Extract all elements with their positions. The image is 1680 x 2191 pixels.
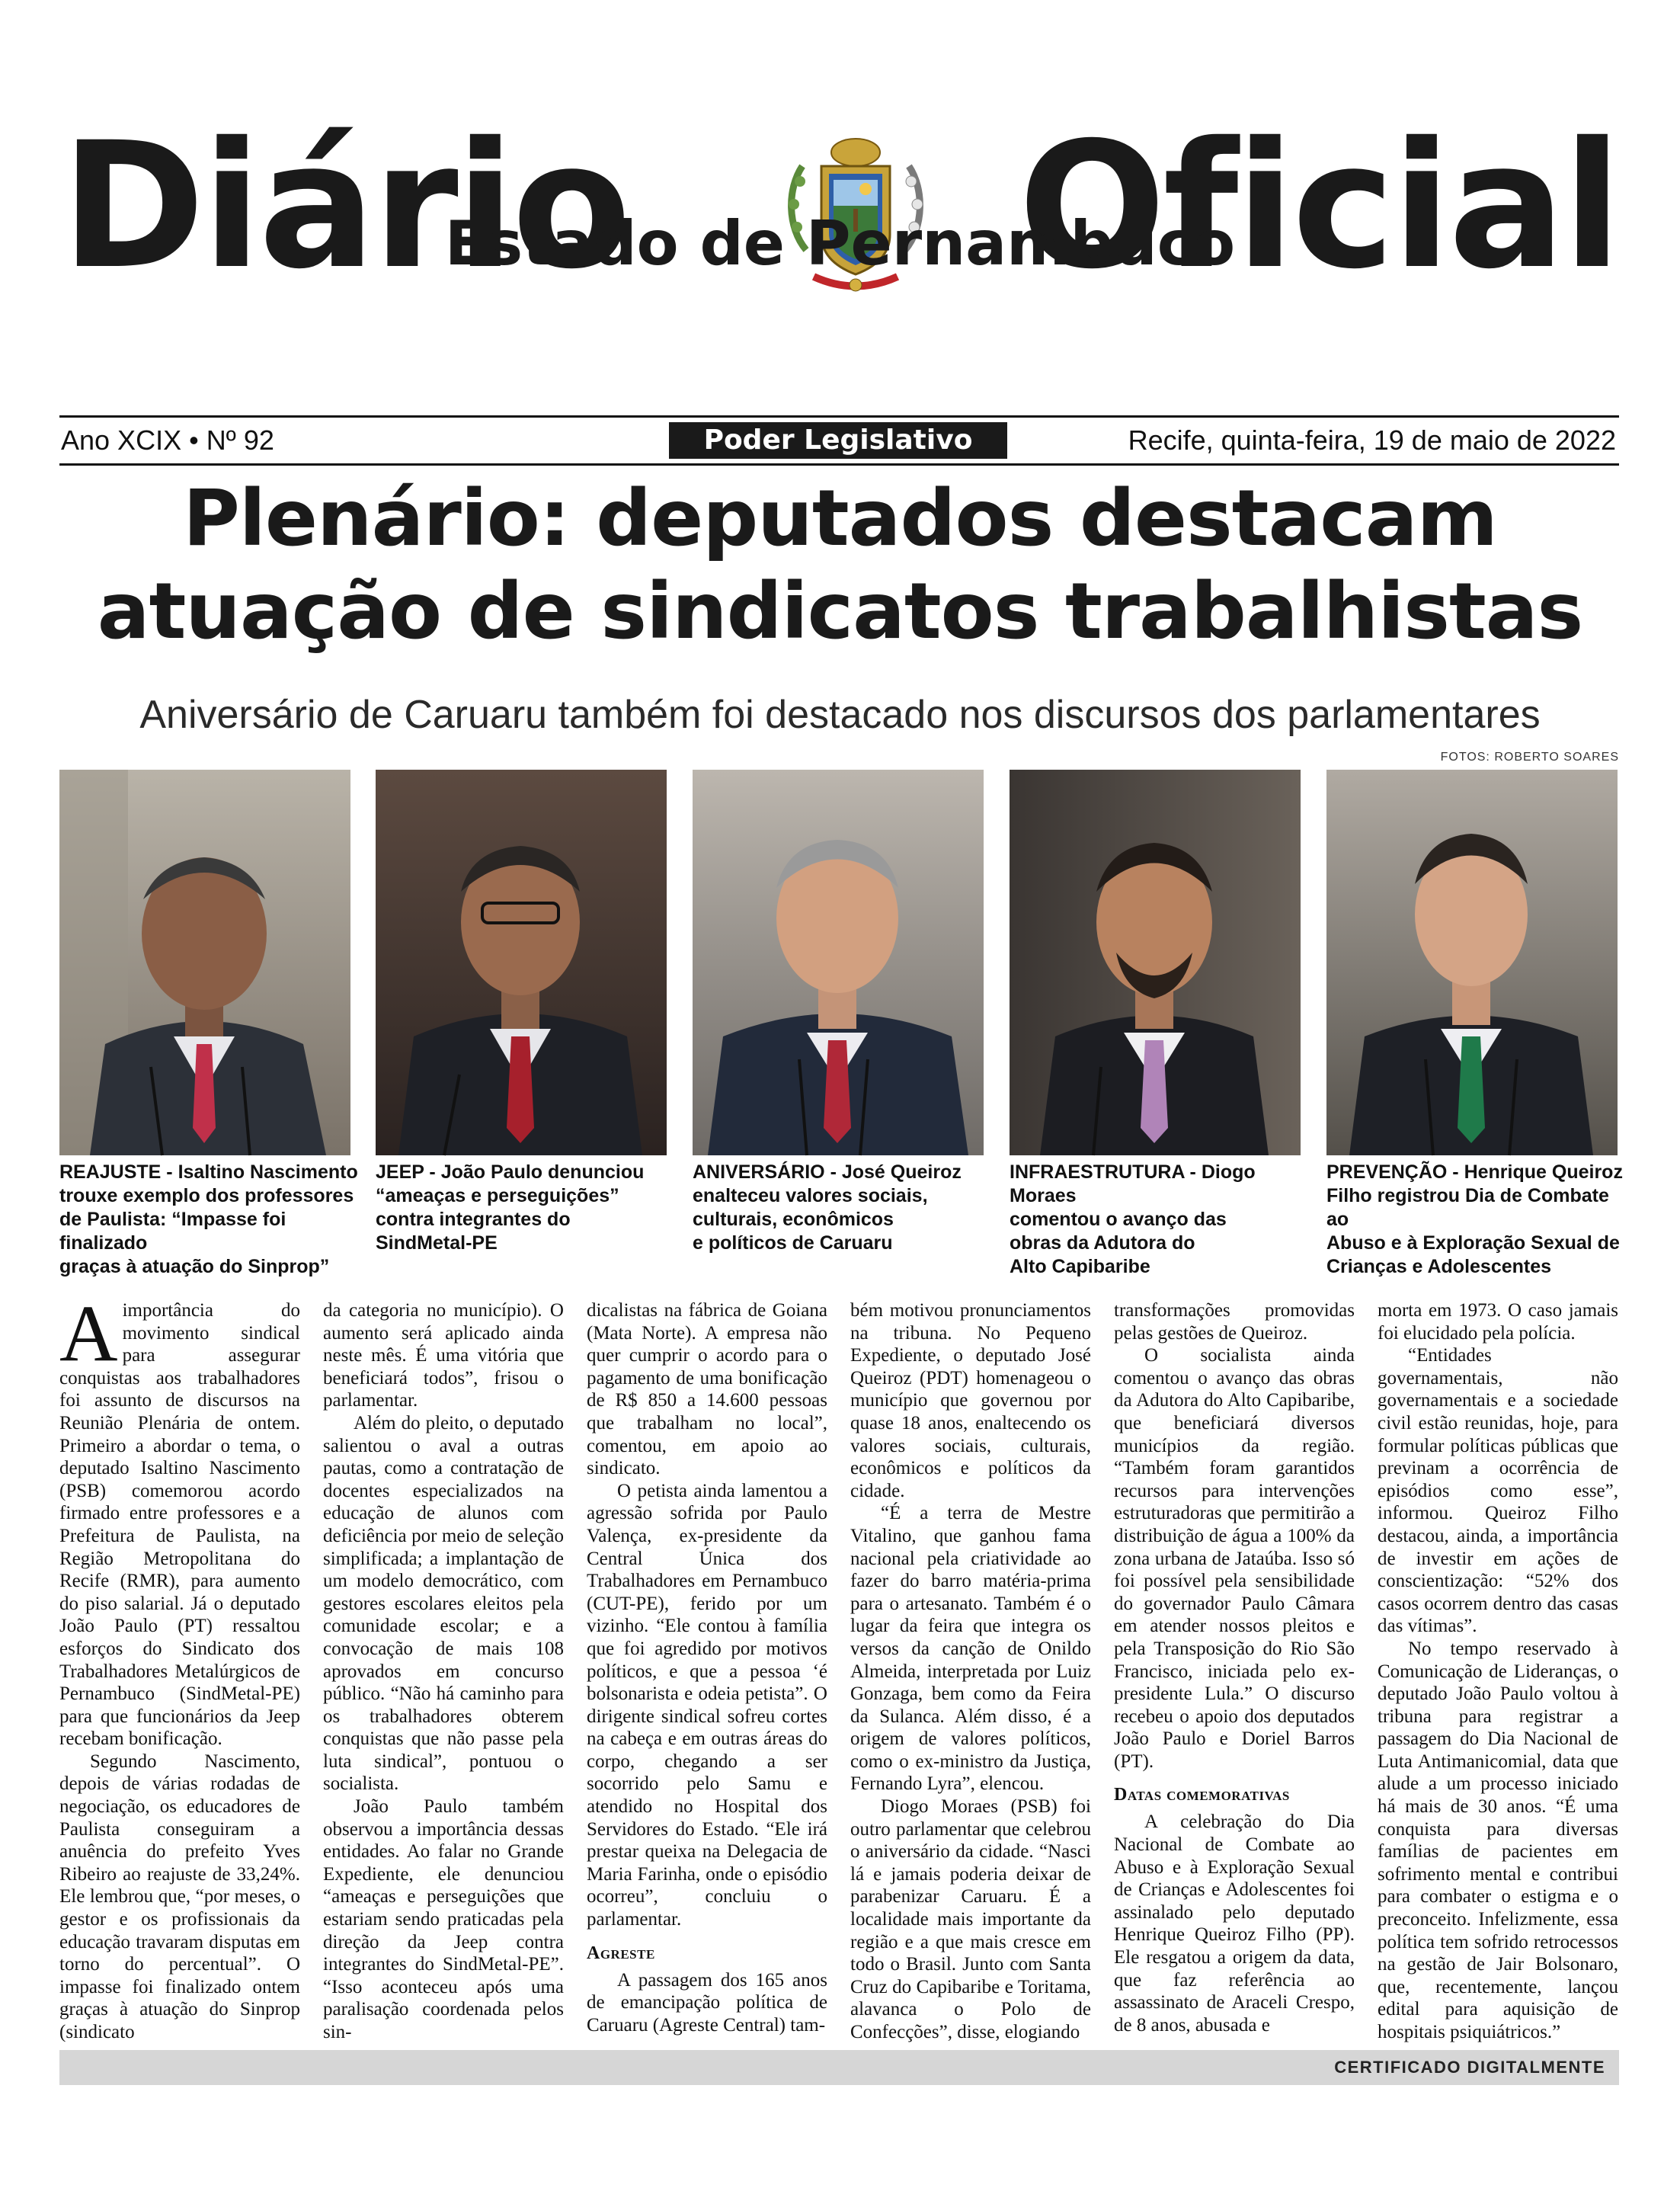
article-column-5 <box>1114 1299 1355 2036</box>
paragraph-text: importância do movimento sindical para assegurar conquistas aos trabalhadores foi assunto de discursos na Reunião Plenária de ontem. Primeiro a abordar o tema, o deputado Isaltino Nascimento (PSB) comemorou acordo firmado entre professores e a Prefeitura de Paulista, na Região Metropolitana do Recife (RMR), para aumento do piso salarial. Já o deputado João Paulo (PT) ressaltou esforços do Sindicato dos Trabalhadores Metalúrgicos de Pernambuco (SindMetal-PE) para que funcionários da Jeep recebam bonificação. <box>59 1300 300 1750</box>
headline-line-1: Plenário: deputados destacam <box>183 473 1497 564</box>
article-paragraph: transformações promovidas pelas gestões de Queiroz. <box>1114 1300 1355 1344</box>
article-paragraph: João Paulo também observou a importância dessas entidades. Ao falar no Grande Expediente, ele denunciou “ameaças e perseguições que estariam sendo praticadas pela direção da Jeep contra integrantes do SindMetal-PE”. “Isso aconteceu após uma paralisação coordenada pelos sin- <box>323 1796 564 2042</box>
caption-line: Filho registrou Dia de Combate ao <box>1326 1185 1609 1230</box>
info-bar <box>59 421 1619 460</box>
caption-line: comentou o avanço das <box>1010 1209 1227 1230</box>
caption-infraestrutura <box>1010 1161 1308 1279</box>
article-column-2 <box>323 1299 564 2042</box>
article-paragraph: morta em 1973. O caso jamais foi elucidado pela polícia. <box>1378 1300 1618 1344</box>
caption-line: contra integrantes do <box>376 1209 571 1230</box>
photo-jose-queiroz <box>693 770 984 1155</box>
photo-isaltino-nascimento <box>59 770 350 1155</box>
headline-deck: Aniversário de Caruaru também foi destacado nos discursos dos parlamentares <box>139 693 1541 737</box>
subhead-agreste: Agreste <box>587 1943 655 1963</box>
caption-line: REAJUSTE - Isaltino Nascimento <box>59 1161 358 1183</box>
caption-line: Alto Capibaribe <box>1010 1256 1150 1277</box>
caption-line: “ameaças e perseguições” <box>376 1185 619 1206</box>
article-paragraph: da categoria no município). O aumento será aplicado ainda neste mês. É uma vitória que beneficiará todos”, frisou o parlamentar. <box>323 1300 564 1411</box>
photo-joao-paulo <box>376 770 667 1155</box>
caption-aniversario <box>693 1161 991 1255</box>
article-paragraph: O socialista ainda comentou o avanço das obras da Adutora do Alto Capibaribe, que beneficiará diversos municípios da região. “Também foram garantidos recursos para intervenções estruturadoras que permitirão a distribuição de água a 100% da zona urbana de Jataúba. Isso só foi possível pela sensibilidade do governador Paulo Câmara em atender nossos pleitos e pela Transposição do Rio São Francisco, iniciada pelo ex-presidente Lula.” O discurso recebeu o apoio dos deputados João Paulo e Doriel Barros (PT). <box>1114 1345 1355 1772</box>
headline <box>46 472 1634 658</box>
top-rule <box>59 415 1619 418</box>
caption-prevencao <box>1326 1161 1625 1279</box>
article-paragraph: No tempo reservado à Comunicação de Lideranças, o deputado João Paulo voltou à tribuna para registrar a passagem do Dia Nacional de Luta Antimanicomial, data que alude a um processo iniciado há mais de 30 anos. “É uma conquista para diversas famílias de pacientes em sofrimento mental e contribui para combater o estigma e o preconceito. Infelizmente, essa política tem sofrido retrocessos na gestão de Jair Bolsonaro, que, recentemente, lançou edital para aquisição de hospitais psiquiátricos.” <box>1378 1638 1618 2042</box>
subhead-datas-comemorativas: Datas comemorativas <box>1114 1785 1290 1805</box>
caption-line: e políticos de Caruaru <box>693 1232 893 1254</box>
article-column-3 <box>587 1299 827 2036</box>
caption-line: de Paulista: “Impasse foi finalizado <box>59 1209 286 1254</box>
article-column-4 <box>850 1299 1091 2042</box>
caption-line: enalteceu valores sociais, <box>693 1185 928 1206</box>
masthead-title-right: Oficial <box>1018 104 1619 307</box>
article-column-6 <box>1378 1299 1618 2042</box>
caption-line: JEEP - João Paulo denunciou <box>376 1161 645 1183</box>
caption-line: PREVENÇÃO - Henrique Queiroz <box>1326 1161 1623 1183</box>
masthead-subtitle: Estado de Pernambuco <box>444 208 1236 279</box>
section-badge: Poder Legislativo <box>669 422 1007 459</box>
caption-line: graças à atuação do Sinprop” <box>59 1256 330 1277</box>
article-paragraph: A celebração do Dia Nacional de Combate ao Abuso e à Exploração Sexual de Crianças e Adolescentes foi assinalado pelo deputado Henrique Queiroz Filho (PP). Ele resgatou a origem da data, que faz referência ao assassinato de Araceli Crespo, de 8 anos, abusada e <box>1114 1811 1355 2036</box>
article-paragraph <box>59 1289 300 1751</box>
caption-line: ANIVERSÁRIO - José Queiroz <box>693 1161 962 1183</box>
edition-date: Recife, quinta-feira, 19 de maio de 2022 <box>1128 424 1616 456</box>
digital-certificate-label: CERTIFICADO DIGITALMENTE <box>1334 2058 1605 2077</box>
photo-henrique-queiroz-filho <box>1326 770 1618 1155</box>
caption-jeep <box>376 1161 674 1255</box>
caption-line: INFRAESTRUTURA - Diogo Moraes <box>1010 1161 1256 1206</box>
article-paragraph: Além do pleito, o deputado salientou o aval a outras pautas, como a contratação de docentes especializados na educação de alunos com deficiência por meio de seleção simplificada; a implantação de um modelo democrático, com gestores escolares eleitos pela comunidade escolar; e a convocação de mais 108 aprovados em concurso público. “Não há caminho para os trabalhadores obterem conquistas que não passe pela luta sindical”, pontuou o socialista. <box>323 1412 564 1795</box>
bottom-rule <box>59 463 1619 466</box>
photo-diogo-moraes <box>1010 770 1301 1155</box>
caption-line: Abuso e à Exploração Sexual de <box>1326 1232 1620 1254</box>
caption-line: obras da Adutora do <box>1010 1232 1195 1254</box>
headline-line-2: atuação de sindicatos trabalhistas <box>97 566 1583 657</box>
photo-credit: FOTOS: ROBERTO SOARES <box>1440 751 1619 764</box>
masthead-title-left: Diário <box>61 104 629 307</box>
article-paragraph: Segundo Nascimento, depois de várias rodadas de negociação, os educadores de Paulista conseguiram a anuência do prefeito Yves Ribeiro ao reajuste de 33,24%. Ele lembrou que, “por meses, o gestor e os profissionais da educação travaram disputas em torno do percentual”. O impasse foi finalizado ontem graças à atuação do Sinprop (sindicato <box>59 1751 300 2042</box>
article-paragraph: “Entidades governamentais, não governamentais e a sociedade civil estão reunidas, hoje, para formular políticas públicas que previnam a ocorrência de episódios como esse”, informou. Queiroz Filho destacou, ainda, a importância de investir em ações de conscientização: “52% dos casos ocorrem dentro das casas das vítimas”. <box>1378 1345 1618 1637</box>
caption-line: trouxe exemplo dos professores <box>59 1185 354 1206</box>
article-paragraph: Diogo Moraes (PSB) foi outro parlamentar que celebrou o aniversário da cidade. “Nasci lá e jamais poderia deixar de parabenizar Caruaru. É a localidade mais importante da região e a que mais cresce em todo o Brasil. Junto com Santa Cruz do Capibaribe e Toritama, alavanca o Polo de Confecções”, disse, elogiando <box>850 1796 1091 2042</box>
article-column-1 <box>59 1289 300 2042</box>
article-paragraph: bém motivou pronunciamentos na tribuna. No Pequeno Expediente, o deputado José Queiroz (PDT) homenageou o município que governou por quase 18 anos, enaltecendo os valores sociais, culturais, econômicos e políticos da cidade. <box>850 1300 1091 1501</box>
caption-line: SindMetal-PE <box>376 1232 498 1254</box>
article-paragraph: A passagem dos 165 anos de emancipação política de Caruaru (Agreste Central) tam- <box>587 1969 827 2036</box>
footer-bar <box>59 2050 1619 2085</box>
drop-cap: A <box>59 1289 118 1378</box>
issue-number: Ano XCIX • Nº 92 <box>61 424 274 456</box>
article-paragraph: dicalistas na fábrica de Goiana (Mata Norte). A empresa não quer cumprir o acordo para o pagamento de uma bonificação de R$ 850 a 14.600 pessoas que trabalham no local”, comentou, em apoio ao sindicato. <box>587 1300 827 1479</box>
article-paragraph: O petista ainda lamentou a agressão sofrida por Paulo Valença, ex-presidente da Central Única dos Trabalhadores em Pernambuco (CUT-PE), ferido por um vizinho. “Ele contou à família que foi agredido por motivos políticos, e que a pessoa ‘é bolsonarista e odeia petista”. O dirigente sindical sofreu cortes na cabeça e em outras áreas do corpo, chegando a ser socorrido pelo Samu e atendido no Hospital dos Servidores do Estado. “Ele irá prestar queixa na Delegacia de Maria Farinha, onde o episódio ocorreu”, concluiu o parlamentar. <box>587 1480 827 1930</box>
article-paragraph: “É a terra de Mestre Vitalino, que ganhou fama nacional pela criatividade ao fazer do barro matéria-prima para o artesanato. Também é o lugar da feira que integra os versos da canção de Onildo Almeida, interpretada por Luiz Gonzaga, bem como da Feira da Sulanca. Além disso, é a origem de valores políticos, como o ex-ministro da Justiça, Fernando Lyra”, elencou. <box>850 1503 1091 1795</box>
caption-reajuste <box>59 1161 358 1279</box>
caption-line: Crianças e Adolescentes <box>1326 1256 1552 1277</box>
caption-line: culturais, econômicos <box>693 1209 894 1230</box>
